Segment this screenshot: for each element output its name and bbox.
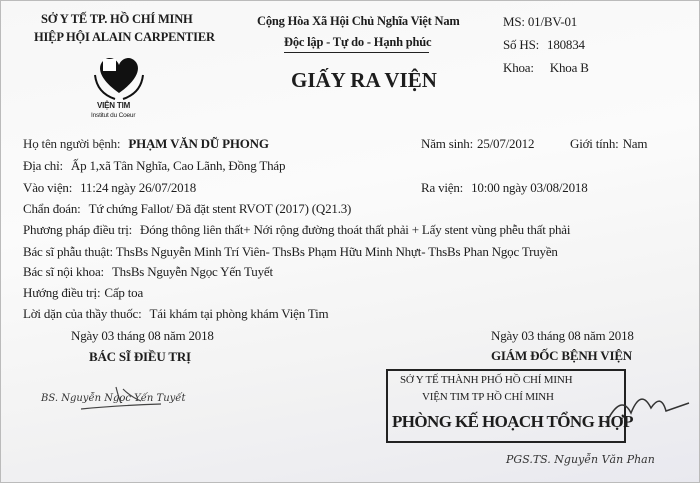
director-signature-icon — [601, 383, 691, 433]
stamp-line-2: VIỆN TIM TP HỒ CHÍ MINH — [422, 391, 554, 403]
left-signer-name: BS. Nguyễn Ngọc Yến Tuyết — [41, 393, 186, 404]
dob-row: Năm sinh: 25/07/2012 — [421, 136, 535, 151]
address-row: Địa chỉ: Ấp 1,xã Tân Nghĩa, Cao Lãnh, Đồng Tháp — [23, 158, 286, 173]
doctor-advice-row: Lời dặn của thầy thuốc: Tái khám tại phòng khám Viện Tim — [23, 306, 329, 321]
vien-tim-logo — [89, 53, 149, 123]
ms-field: MS: 01/BV-01 — [503, 14, 578, 29]
official-stamp — [386, 369, 633, 443]
left-signer-title: BÁC SĨ ĐIỀU TRỊ — [89, 349, 191, 364]
diagnosis-row: Chẩn đoán: Tứ chứng Fallot/ Đã đặt stent RVOT (2017) (Q21.3) — [23, 201, 352, 216]
motto-underline — [284, 52, 429, 53]
patient-name-row: Họ tên người bệnh: PHẠM VĂN DŨ PHONG — [23, 136, 269, 151]
nation-header: Cộng Hòa Xã Hội Chủ Nghĩa Việt Nam — [257, 14, 460, 28]
logo-subtext: Institut du Coeur — [91, 112, 136, 119]
record-number: Số HS: 180834 — [503, 37, 585, 52]
right-signer-name: PGS.TS. Nguyễn Văn Phan — [506, 453, 655, 466]
motto: Độc lập - Tự do - Hạnh phúc — [284, 35, 432, 49]
org-line-2: HIỆP HỘI ALAIN CARPENTIER — [34, 30, 215, 44]
surgeon-row: Bác sĩ phẫu thuật: ThsBs Nguyễn Minh Trí Viên- ThsBs Phạm Hữu Minh Nhựt- ThsBs Phan Ngọc Truyền — [23, 244, 558, 259]
stamp-line-3: PHÒNG KẾ HOẠCH TỔNG HỢP — [392, 412, 633, 431]
right-signer-title: GIÁM ĐỐC BỆNH VIỆN — [491, 348, 632, 363]
logo-text: VIỆN TIM — [97, 101, 131, 110]
stamp-line-1: SỞ Y TẾ THÀNH PHỐ HỒ CHÍ MINH — [400, 374, 573, 386]
sex-row: Giới tính: Nam — [570, 136, 648, 151]
document-title: GIẤY RA VIỆN — [291, 68, 437, 92]
department: Khoa: Khoa B — [503, 60, 589, 75]
right-date: Ngày 03 tháng 08 năm 2018 — [491, 328, 634, 343]
treatment-direction-row: Hướng điều trị: Cấp toa — [23, 285, 144, 300]
left-signature — [41, 379, 231, 419]
internist-row: Bác sĩ nội khoa: ThsBs Nguyễn Ngọc Yến Tuyết — [23, 264, 273, 279]
heart-hands-icon — [89, 53, 149, 101]
org-line-1: SỞ Y TẾ TP. HỒ CHÍ MINH — [41, 12, 193, 26]
left-date: Ngày 03 tháng 08 năm 2018 — [71, 328, 214, 343]
admission-row: Vào viện: 11:24 ngày 26/07/2018 — [23, 180, 197, 195]
treatment-method-row: Phương pháp điều trị: Đóng thông liên thất+ Nới rộng đường thoát thất phải + Lấy stent vùng phễu thất phải — [23, 222, 571, 237]
discharge-row: Ra viện: 10:00 ngày 03/08/2018 — [421, 180, 588, 195]
